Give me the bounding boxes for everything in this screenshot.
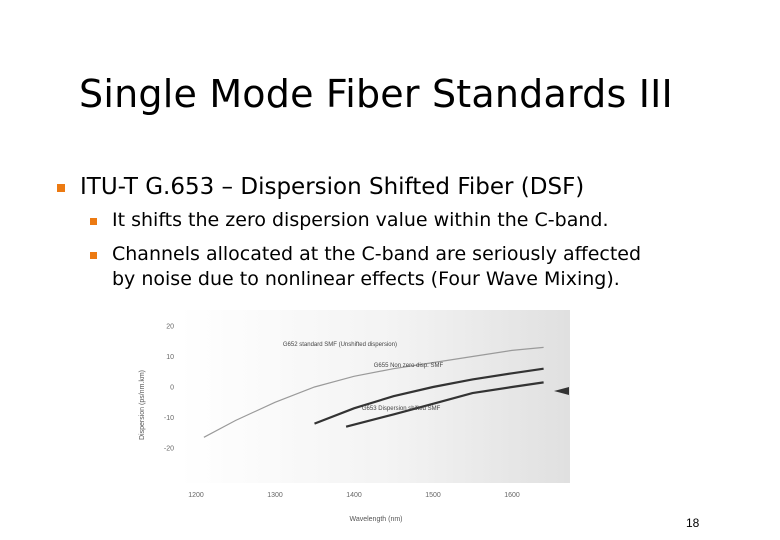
- series-label-g652: G652 standard SMF (Unshifted dispersion): [282, 341, 397, 348]
- x-tick-label: 1600: [504, 492, 520, 499]
- y-tick-label: 10: [166, 354, 174, 361]
- y-tick-label: -20: [163, 445, 174, 453]
- y-tick-label: 0: [170, 384, 174, 392]
- x-tick-label: 1200: [188, 492, 204, 499]
- bullet-itu-t-g653: ITU-T G.653 – Dispersion Shifted Fiber (DSF): [80, 174, 585, 200]
- y-tick-label: 20: [166, 323, 174, 331]
- sub-bullet-marker-icon: [90, 218, 97, 225]
- y-tick-label: -10: [163, 415, 174, 422]
- sub-bullet-channels-line1: Channels allocated at the C-band are seriously affected: [112, 243, 642, 265]
- y-axis-label: Dispersion (ps/nm.km): [139, 369, 146, 441]
- x-tick-label: 1500: [425, 492, 441, 499]
- page-number: 18: [686, 516, 700, 530]
- sub-bullet-zero-dispersion: It shifts the zero dispersion value within the C-band.: [112, 209, 609, 231]
- slide-title: Single Mode Fiber Standards III: [79, 72, 673, 116]
- x-tick-label: 1300: [267, 492, 283, 499]
- sub-bullet-marker-icon: [90, 252, 97, 259]
- bullet-marker-icon: [57, 184, 65, 192]
- series-label-g653: G653 Dispersion shifted SMF: [361, 405, 441, 412]
- dispersion-chart: [132, 305, 580, 527]
- sub-bullet-channels-line2: by noise due to nonlinear effects (Four Wave Mixing).: [112, 268, 620, 290]
- series-label-g655: G655 Non zero disp. SMF: [373, 363, 444, 370]
- x-tick-label: 1400: [346, 492, 362, 499]
- x-axis-label: Wavelength (nm): [349, 516, 403, 523]
- plot-area: [180, 310, 570, 483]
